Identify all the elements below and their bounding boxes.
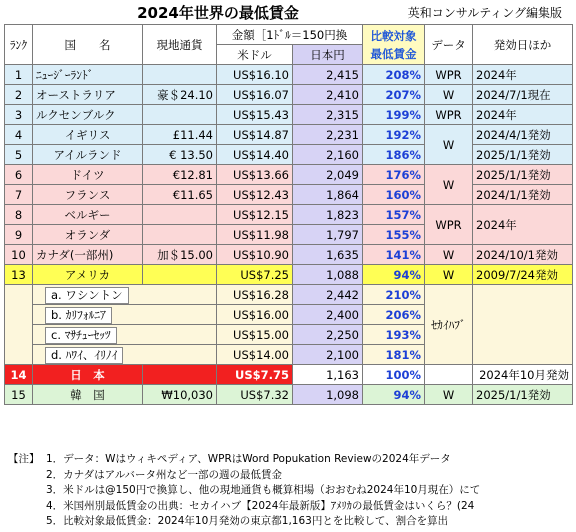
header-source: データ — [425, 25, 473, 65]
ratio-cell: 157% — [363, 205, 425, 225]
state-name-cell — [33, 345, 217, 365]
usd-cell: US$13.66 — [217, 165, 293, 185]
ratio-cell: 94% — [363, 265, 425, 285]
table-row — [5, 165, 573, 185]
usd-cell: US$16.00 — [217, 305, 293, 325]
source-cell: W — [425, 245, 473, 265]
country-cell: オランダ — [33, 225, 143, 245]
state-name-cell — [33, 305, 217, 325]
usd-cell: US$16.10 — [217, 65, 293, 85]
header-local-currency: 現地通貨 — [143, 25, 217, 65]
effective-cell: 2024年 — [473, 205, 573, 245]
rank-cell: 4 — [5, 125, 33, 145]
header-row-1 — [5, 25, 573, 45]
source-cell: WPR — [425, 65, 473, 85]
ratio-cell: 186% — [363, 145, 425, 165]
jpy-cell: 2,049 — [293, 165, 363, 185]
usd-cell: US$7.25 — [217, 265, 293, 285]
jpy-cell: 1,088 — [293, 265, 363, 285]
usd-cell: US$10.90 — [217, 245, 293, 265]
header-usd: 米ドル — [217, 45, 293, 65]
table-row — [5, 145, 573, 165]
effective-cell-empty — [473, 285, 573, 365]
rank-cell: 14 — [5, 365, 33, 385]
source-cell: ｾｶｲﾊﾌﾞ — [425, 285, 473, 365]
rank-cell: 2 — [5, 85, 33, 105]
rank-cell: 8 — [5, 205, 33, 225]
country-cell: ベルギー — [33, 205, 143, 225]
jpy-cell: 2,442 — [293, 285, 363, 305]
table-row — [5, 185, 573, 205]
note-text: 4．米国州別最低賃金の出典：セカイハブ【2024年最新版】ｱﾒﾘｶの最低賃金はいくら？(24 — [46, 499, 475, 512]
header-rank: ﾗﾝｸ — [5, 25, 33, 65]
jpy-cell: 2,315 — [293, 105, 363, 125]
ratio-cell: 199% — [363, 105, 425, 125]
state-row — [5, 285, 573, 305]
table-row — [5, 125, 573, 145]
rank-cell: 7 — [5, 185, 33, 205]
effective-cell: 2009/7/24発効 — [473, 265, 573, 285]
source-cell — [425, 365, 473, 385]
country-cell: イギリス — [33, 125, 143, 145]
header-ratio — [363, 25, 425, 65]
jpy-cell: 2,160 — [293, 145, 363, 165]
notes — [8, 452, 574, 530]
country-cell: 韓 国 — [33, 385, 143, 405]
effective-cell: 2024/4/1発効 — [473, 125, 573, 145]
state-name-cell — [33, 325, 217, 345]
country-cell: アメリカ — [33, 265, 143, 285]
table-row-korea — [5, 385, 573, 405]
source-cell: WPR — [425, 205, 473, 245]
rank-cell: 5 — [5, 145, 33, 165]
effective-cell: 2024/1/1発効 — [473, 185, 573, 205]
country-cell: ドイツ — [33, 165, 143, 185]
source-cell: W — [425, 265, 473, 285]
source-cell: W — [425, 85, 473, 105]
state-name: b. ｶﾘﾌｫﾙﾆｱ — [45, 307, 112, 324]
effective-cell: 2025/1/1発効 — [473, 165, 573, 185]
jpy-cell: 1,797 — [293, 225, 363, 245]
header-country: 国 名 — [33, 25, 143, 65]
header-amount: 金額［1ﾄﾞﾙ＝150円換 — [217, 25, 363, 45]
usd-cell: US$15.00 — [217, 325, 293, 345]
header-ratio-line1: 比較対象 — [370, 28, 417, 43]
usd-cell: US$14.00 — [217, 345, 293, 365]
table-row — [5, 205, 573, 225]
ratio-cell: 210% — [363, 285, 425, 305]
note-line — [8, 514, 574, 530]
local-currency-cell: €11.65 — [143, 185, 217, 205]
effective-cell: 2025/1/1発効 — [473, 385, 573, 405]
country-cell: ﾆｭｰｼﾞｰﾗﾝﾄﾞ — [33, 65, 143, 85]
rank-cell: 15 — [5, 385, 33, 405]
ratio-cell: 141% — [363, 245, 425, 265]
source-cell: WPR — [425, 105, 473, 125]
jpy-cell: 1,864 — [293, 185, 363, 205]
note-line — [8, 468, 574, 484]
jpy-cell: 1,098 — [293, 385, 363, 405]
ratio-cell: 206% — [363, 305, 425, 325]
ratio-cell: 181% — [363, 345, 425, 365]
local-currency-cell — [143, 105, 217, 125]
ratio-cell: 193% — [363, 325, 425, 345]
publisher-label: 英和コンサルティング編集版 — [407, 6, 562, 20]
header-effective: 発効日ほか — [473, 25, 573, 65]
ratio-cell: 207% — [363, 85, 425, 105]
source-cell: W — [425, 385, 473, 405]
rank-cell: 3 — [5, 105, 33, 125]
ratio-cell: 192% — [363, 125, 425, 145]
ratio-cell: 155% — [363, 225, 425, 245]
jpy-cell: 2,415 — [293, 65, 363, 85]
jpy-cell: 1,635 — [293, 245, 363, 265]
rank-cell: 6 — [5, 165, 33, 185]
local-currency-cell — [143, 205, 217, 225]
effective-cell: 2024年10月発効 — [473, 365, 573, 385]
state-name-cell — [33, 285, 217, 305]
local-currency-cell — [143, 365, 217, 385]
local-currency-cell: £11.44 — [143, 125, 217, 145]
ratio-cell: 100% — [363, 365, 425, 385]
effective-cell: 2025/1/1発効 — [473, 145, 573, 165]
local-currency-cell: ₩10,030 — [143, 385, 217, 405]
note-line — [8, 499, 574, 515]
local-currency-cell — [143, 265, 217, 285]
usd-cell: US$12.15 — [217, 205, 293, 225]
rank-cell: 10 — [5, 245, 33, 265]
usd-cell: US$16.28 — [217, 285, 293, 305]
note-text: 3．米ドルは@150円で換算し、他の現地通貨も概算相場（おおむね2024年10月現在）にて — [46, 484, 481, 496]
local-currency-cell: 加＄15.00 — [143, 245, 217, 265]
usd-cell: US$11.98 — [217, 225, 293, 245]
effective-cell: 2024年 — [473, 65, 573, 85]
local-currency-cell: 豪＄24.10 — [143, 85, 217, 105]
page-title: 2024年世界の最低賃金 — [137, 4, 299, 22]
minimum-wage-table — [4, 24, 573, 405]
table-row — [5, 85, 573, 105]
table-row — [5, 245, 573, 265]
effective-cell: 2024/10/1発効 — [473, 245, 573, 265]
note-text: 1．データ：Wはウィキペディア、WPRはWord Popukation Reviewの2024年データ — [46, 453, 451, 465]
ratio-cell: 94% — [363, 385, 425, 405]
state-name: c. ﾏｻﾁｭｰｾｯﾂ — [45, 327, 117, 344]
rank-cell-empty — [5, 285, 33, 365]
notes-label: 【注】 — [8, 453, 40, 465]
effective-cell: 2024年 — [473, 105, 573, 125]
header-jpy: 日本円 — [293, 45, 363, 65]
country-cell: オーストラリア — [33, 85, 143, 105]
usd-cell: US$7.32 — [217, 385, 293, 405]
usd-cell: US$14.87 — [217, 125, 293, 145]
table-row — [5, 65, 573, 85]
country-cell: ルクセンブルク — [33, 105, 143, 125]
usd-cell: US$14.40 — [217, 145, 293, 165]
country-cell: フランス — [33, 185, 143, 205]
effective-cell: 2024/7/1現在 — [473, 85, 573, 105]
jpy-cell: 2,100 — [293, 345, 363, 365]
header-ratio-line2: 最低賃金 — [370, 46, 417, 61]
source-cell: W — [425, 125, 473, 165]
local-currency-cell — [143, 225, 217, 245]
usd-cell: US$7.75 — [217, 365, 293, 385]
jpy-cell: 2,250 — [293, 325, 363, 345]
ratio-cell: 176% — [363, 165, 425, 185]
rank-cell: 13 — [5, 265, 33, 285]
state-name: d. ﾊﾜｲ、ｲﾘﾉｲ — [45, 347, 123, 364]
note-text: 2．カナダはアルバータ州など一部の週の最低賃金 — [46, 468, 282, 481]
note-line — [8, 452, 574, 468]
table-row — [5, 105, 573, 125]
jpy-cell: 2,410 — [293, 85, 363, 105]
note-text: 5．比較対象最低賃金：2024年10月発効の東京都1,163円とを比較して、割合を算出 — [46, 515, 449, 527]
ratio-cell: 208% — [363, 65, 425, 85]
table-row-usa — [5, 265, 573, 285]
local-currency-cell: €12.81 — [143, 165, 217, 185]
jpy-cell: 2,400 — [293, 305, 363, 325]
table-row-japan — [5, 365, 573, 385]
source-cell: W — [425, 165, 473, 205]
local-currency-cell: € 13.50 — [143, 145, 217, 165]
jpy-cell: 1,823 — [293, 205, 363, 225]
note-line — [8, 483, 574, 499]
usd-cell: US$15.43 — [217, 105, 293, 125]
country-cell: 日 本 — [33, 365, 143, 385]
country-cell: アイルランド — [33, 145, 143, 165]
ratio-cell: 160% — [363, 185, 425, 205]
country-cell: カナダ(一部州) — [33, 245, 143, 265]
jpy-cell: 1,163 — [293, 365, 363, 385]
rank-cell: 1 — [5, 65, 33, 85]
jpy-cell: 2,231 — [293, 125, 363, 145]
rank-cell: 9 — [5, 225, 33, 245]
state-name: a. ワシントン — [45, 287, 129, 304]
usd-cell: US$16.07 — [217, 85, 293, 105]
local-currency-cell — [143, 65, 217, 85]
usd-cell: US$12.43 — [217, 185, 293, 205]
